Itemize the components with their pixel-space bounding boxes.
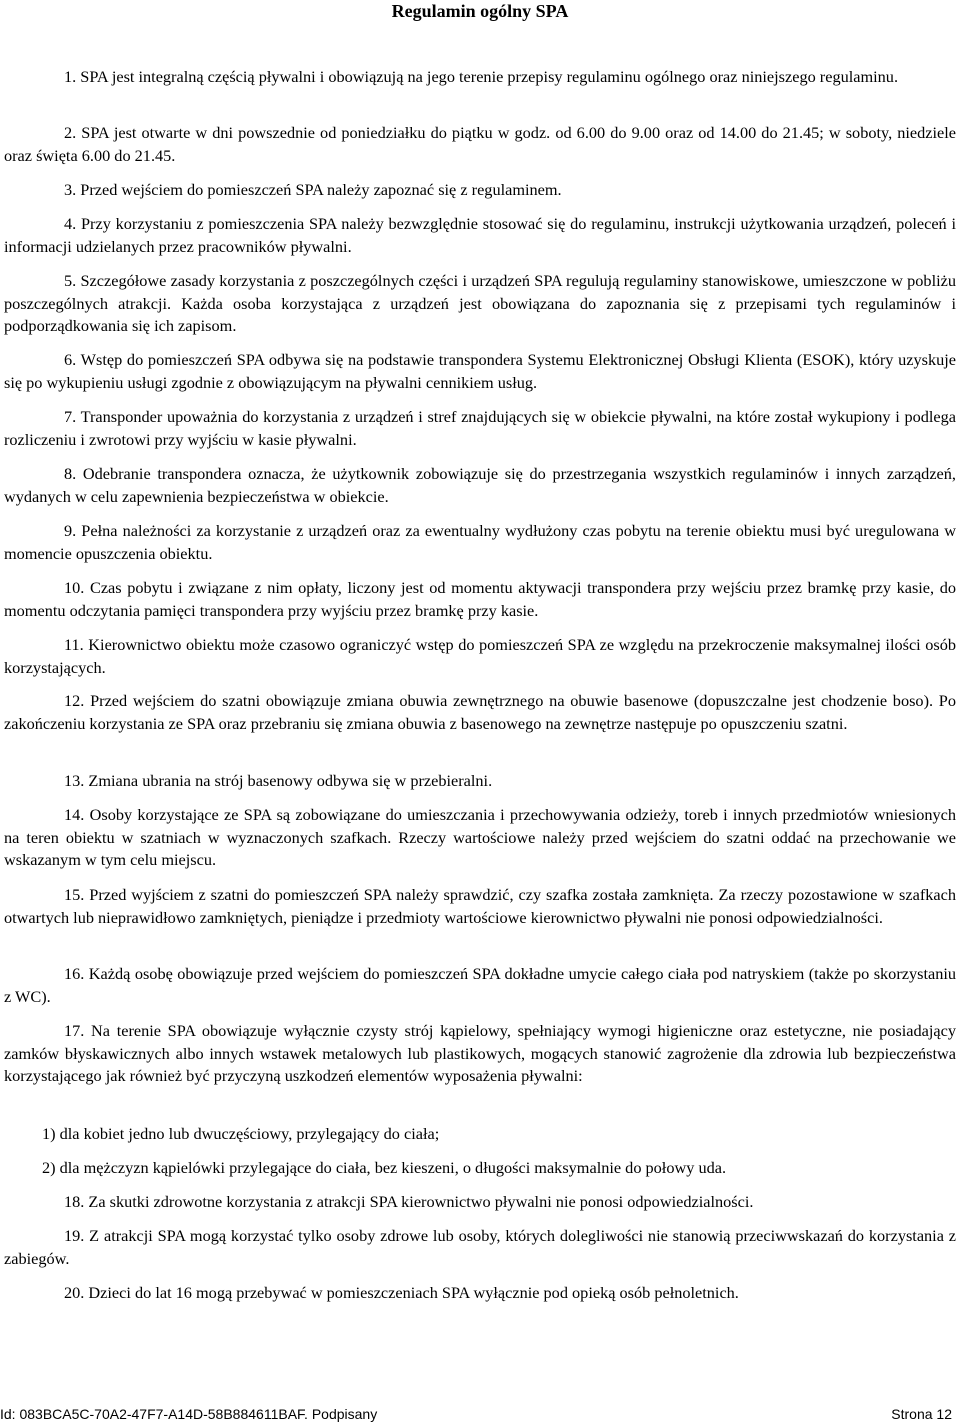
page-number: Strona 12 — [891, 1406, 952, 1422]
paragraph-4: 4. Przy korzystaniu z pomieszczenia SPA należy bezwzględnie stosować się do regulaminu, instrukcji użytkowania urządzeń, poleceń i informacji udzielanych przez pracowników pływalni. — [4, 214, 956, 256]
paragraph-14: 14. Osoby korzystające ze SPA są zobowiązane do umieszczania i przechowywania odzieży, toreb i innych przedmiotów wniesionych na teren obiektu w szatniach w wyznaczonych szafkach. Rzeczy wartościowe należy przed wejściem do szatni oddać na przechowanie we wskazanym w tym celu miejscu. — [4, 805, 956, 870]
paragraph-13: 13. Zmiana ubrania na strój basenowy odbywa się w przebieralni. — [64, 771, 493, 790]
paragraph-8: 8. Odebranie transpondera oznacza, że użytkownik zobowiązuje się do przestrzegania wszystkich regulaminów i innych zarządzeń, wydanych w celu zapewnienia bezpieczeństwa w obiekcie. — [4, 464, 956, 506]
paragraph-6: 6. Wstęp do pomieszczeń SPA odbywa się na podstawie transpondera Systemu Elektronicznej Obsługi Klienta (ESOK), który uzyskuje się po wykupieniu usługi zgodnie z obowiązującym na pływalni cennikiem usług. — [4, 350, 956, 392]
paragraph-16: 16. Każdą osobę obowiązuje przed wejściem do pomieszczeń SPA dokładne umycie całego ciała pod natryskiem (także po skorzystaniu z WC). — [4, 964, 956, 1006]
document-title: Regulamin ogólny SPA — [391, 1, 569, 21]
paragraph-11: 11. Kierownictwo obiektu może czasowo ograniczyć wstęp do pomieszczeń SPA ze względu na przekroczenie maksymalnej ilości osób korzystających. — [4, 635, 956, 677]
paragraph-17-item-2: 2) dla mężczyzn kąpielówki przylegające do ciała, bez kieszeni, o długości maksymalnie do połowy uda. — [42, 1158, 727, 1177]
paragraph-1: 1. SPA jest integralną częścią pływalni i obowiązują na jego terenie przepisy regulaminu ogólnego oraz niniejszego regulaminu. — [64, 67, 899, 86]
paragraph-17: 17. Na terenie SPA obowiązuje wyłącznie czysty strój kąpielowy, spełniający wymogi higieniczne oraz estetyczne, nie posiadający zamków błyskawicznych albo innych wstawek metalowych lub plastikowych, mogących stanowić zagrożenie dla zdrowia lub bezpieczeństwa korzystającego jak również być przyczyną uszkodzeń elementów wyposażenia pływalni: — [4, 1021, 956, 1086]
paragraph-5: 5. Szczegółowe zasady korzystania z poszczególnych części i urządzeń SPA regulują regulaminy stanowiskowe, umieszczone w pobliżu poszczególnych atrakcji. Każda osoba korzystająca z urządzeń jest obowiązana do zapoznania się z przepisami tych regulaminów i podporządkowania się ich zapisom. — [4, 271, 956, 336]
paragraph-9: 9. Pełna należności za korzystanie z urządzeń oraz za ewentualny wydłużony czas pobytu na terenie obiektu musi być uregulowana w momencie opuszczenia obiektu. — [4, 521, 956, 563]
paragraph-15: 15. Przed wyjściem z szatni do pomieszczeń SPA należy sprawdzić, czy szafka została zamknięta. Za rzeczy pozostawione w szafkach otwartych lub nieprawidłowo zamkniętych, pieniądze i przedmioty wartościowe kierownictwo pływalni nie ponosi odpowiedzialności. — [4, 885, 956, 927]
paragraph-18: 18. Za skutki zdrowotne korzystania z atrakcji SPA kierownictwo pływalni nie ponosi odpowiedzialności. — [64, 1192, 754, 1211]
paragraph-2: 2. SPA jest otwarte w dni powszednie od poniedziałku do piątku w godz. od 6.00 do 9.00 oraz od 14.00 do 21.45; w soboty, niedziele oraz święta 6.00 do 21.45. — [4, 123, 956, 165]
paragraph-7: 7. Transponder upoważnia do korzystania z urządzeń i stref znajdujących się w obiekcie pływalni, na które został wykupiony i podlega rozliczeniu i zwrotowi przy wyjściu w kasie pływalni. — [4, 407, 956, 449]
paragraph-10: 10. Czas pobytu i związane z nim opłaty, liczony jest od momentu aktywacji transpondera przy wejściu przez bramkę przy kasie, do momentu odczytania pamięci transpondera przy wyjściu przez bramkę przy kasie. — [4, 578, 956, 620]
paragraph-20: 20. Dzieci do lat 16 mogą przebywać w pomieszczeniach SPA wyłącznie pod opieką osób pełnoletnich. — [64, 1283, 739, 1302]
paragraph-17-item-1: 1) dla kobiet jedno lub dwuczęściowy, przylegający do ciała; — [42, 1124, 440, 1143]
paragraph-12: 12. Przed wejściem do szatni obowiązuje zmiana obuwia zewnętrznego na obuwie basenowe (dopuszczalne jest chodzenie boso). Po zakończeniu korzystania ze SPA oraz przebraniu się zmiana obuwia z basenowego na zewnętrze następuje po opuszczeniu szatni. — [4, 691, 956, 733]
paragraph-19: 19. Z atrakcji SPA mogą korzystać tylko osoby zdrowe lub osoby, których dolegliwości nie stanowią przeciwwskazań do korzystania z zabiegów. — [4, 1226, 956, 1268]
paragraph-3: 3. Przed wejściem do pomieszczeń SPA należy zapoznać się z regulaminem. — [64, 180, 562, 199]
document-id: Id: 083BCA5C-70A2-47F7-A14D-58B884611BAF. Podpisany — [0, 1406, 378, 1422]
